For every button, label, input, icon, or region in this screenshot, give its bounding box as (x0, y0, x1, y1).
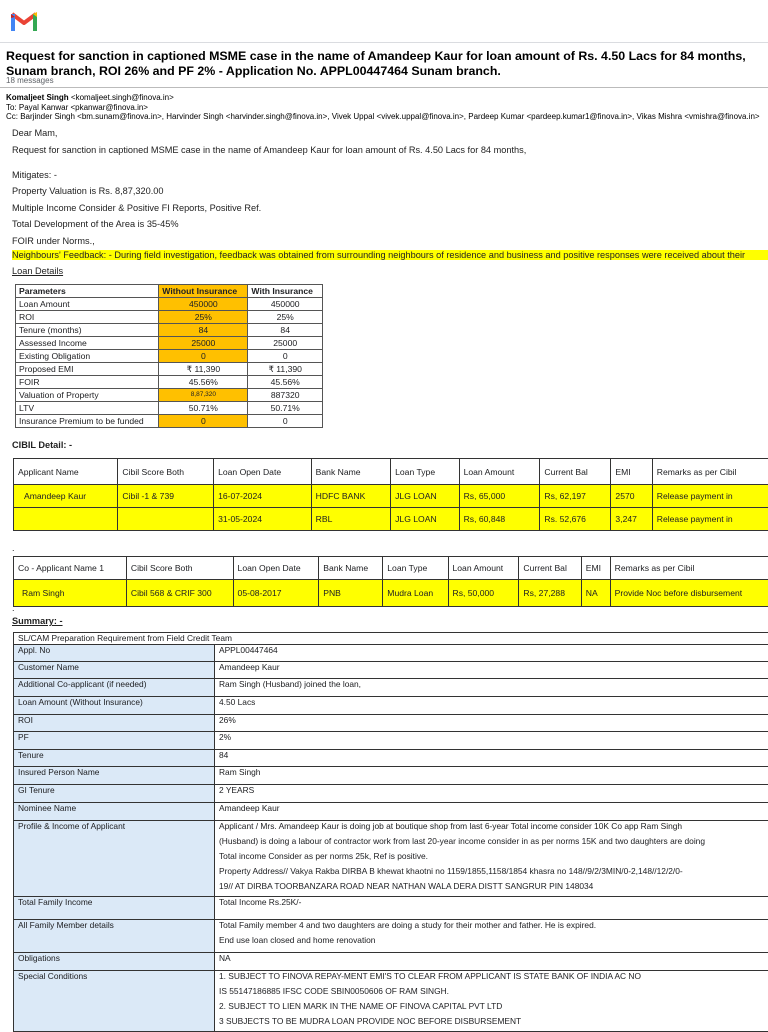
table-row (14, 508, 768, 531)
summary-value (215, 971, 768, 1032)
summary-value-line: 2 YEARS (219, 785, 768, 796)
cell: 84 (159, 324, 248, 337)
cell: Loan Amount (16, 298, 159, 311)
cell: ROI (16, 311, 159, 324)
summary-value (215, 803, 768, 821)
summary-value-line: Applicant / Mrs. Amandeep Kaur is doing job at boutique shop from last 6-year Total income consider 10K Co app Ram Singh (219, 821, 768, 832)
cell: Rs, 27,288 (519, 580, 581, 607)
cell: 25% (159, 311, 248, 324)
summary-row (14, 897, 768, 920)
column-header: Loan Type (383, 557, 448, 580)
mitigate-item: Property Valuation is Rs. 8,87,320.00 (12, 186, 164, 196)
summary-row (14, 920, 768, 953)
summary-value (215, 750, 768, 767)
column-header: Applicant Name (14, 459, 118, 485)
summary-value-line: Ram Singh (219, 767, 768, 778)
cell: 0 (159, 415, 248, 428)
cell: 450000 (248, 298, 323, 311)
cell: Release payment in (652, 508, 768, 531)
summary-title-row (14, 633, 768, 645)
cell: FOIR (16, 376, 159, 389)
summary-label: PF (14, 732, 215, 750)
summary-value (215, 953, 768, 971)
summary-title: SL/CAM Preparation Requirement from Field Credit Team (14, 633, 768, 645)
cell: 05-08-2017 (233, 580, 319, 607)
table-row (16, 324, 323, 337)
table-row (16, 298, 323, 311)
cell: 50.71% (248, 402, 323, 415)
cell: 3,247 (611, 508, 652, 531)
sender-email: <komaljeet.singh@finova.in> (71, 93, 174, 102)
summary-row (14, 679, 768, 697)
summary-value (215, 662, 768, 679)
cell: PNB (319, 580, 383, 607)
cell: Insurance Premium to be funded (16, 415, 159, 428)
mitigate-item: FOIR under Norms., (12, 236, 95, 246)
summary-value (215, 767, 768, 785)
summary-value (215, 821, 768, 897)
summary-row (14, 645, 768, 662)
column-header: With Insurance (248, 285, 323, 298)
column-header: Bank Name (311, 459, 390, 485)
column-header: Parameters (16, 285, 159, 298)
summary-table (13, 632, 768, 1032)
cell: 25000 (248, 337, 323, 350)
cibil-heading: CIBIL Detail: - (12, 440, 72, 450)
summary-label: Customer Name (14, 662, 215, 679)
column-header: Without Insurance (159, 285, 248, 298)
neighbours-feedback: Neighbours' Feedback: - During field investigation, feedback was obtained from surrounding neighbours of residence and business and positive responses were received about their (12, 250, 768, 260)
summary-value-line: 4.50 Lacs (219, 697, 768, 708)
table-row (16, 311, 323, 324)
summary-label: Additional Co-applicant (if needed) (14, 679, 215, 697)
co-applicant-table (13, 556, 768, 607)
table-row (16, 363, 323, 376)
cell: Rs, 65,000 (459, 485, 540, 508)
cell: 50.71% (159, 402, 248, 415)
summary-label: Tenure (14, 750, 215, 767)
summary-value-line: APPL00447464 (219, 645, 768, 656)
summary-row (14, 821, 768, 897)
summary-value-line: Property Address// Vakya Rakba DIRBA B khewat khaotni no 1159/1855,1158/1854 khasra no 148//9/2/3MIN/0-2,148//12/2/0- (219, 866, 768, 877)
cell: ₹ 11,390 (159, 363, 248, 376)
summary-row (14, 767, 768, 785)
summary-row (14, 715, 768, 732)
cell: 887320 (248, 389, 323, 402)
cell: 25% (248, 311, 323, 324)
sender-line (6, 93, 174, 102)
cell: NA (581, 580, 610, 607)
cell: Proposed EMI (16, 363, 159, 376)
mitigates-heading: Mitigates: - (12, 170, 57, 180)
cell: 25000 (159, 337, 248, 350)
column-header: Remarks as per Cibil (610, 557, 768, 580)
summary-value-line: Total Family member 4 and two daughters are doing a study for their mother and father. He is expired. (219, 920, 768, 931)
column-header: Current Bal (519, 557, 581, 580)
summary-value (215, 732, 768, 750)
cell: Amandeep Kaur (14, 485, 118, 508)
table-row (14, 580, 768, 607)
summary-row (14, 662, 768, 679)
separator-dot: . (12, 543, 15, 553)
column-header: Loan Type (391, 459, 459, 485)
cell: Valuation of Property (16, 389, 159, 402)
cell: 0 (248, 415, 323, 428)
summary-label: Profile & Income of Applicant (14, 821, 215, 897)
summary-row (14, 953, 768, 971)
cell: Cibil 568 & CRIF 300 (126, 580, 233, 607)
cell: ₹ 11,390 (248, 363, 323, 376)
summary-value-line: 1. SUBJECT TO FINOVA REPAY-MENT EMI'S TO CLEAR FROM APPLICANT IS STATE BANK OF INDIA AC NO (219, 971, 768, 982)
summary-value (215, 679, 768, 697)
cell (118, 508, 214, 531)
summary-value-line: Total income Consider as per norms 25k, Ref is positive. (219, 851, 768, 862)
table-header-row (14, 557, 768, 580)
summary-value (215, 645, 768, 662)
summary-value-line: End use loan closed and home renovation (219, 935, 768, 946)
column-header: Current Bal (540, 459, 611, 485)
cell: 0 (248, 350, 323, 363)
cell: Mudra Loan (383, 580, 448, 607)
table-header-row (14, 459, 768, 485)
table-row (16, 389, 323, 402)
cell: HDFC BANK (311, 485, 390, 508)
cell (14, 508, 118, 531)
summary-value-line: 19// AT DIRBA TOORBANZARA ROAD NEAR NATHAN WALA DERA DISTT SANGRUR PIN 148034 (219, 881, 768, 892)
summary-label: GI Tenure (14, 785, 215, 803)
summary-label: Nominee Name (14, 803, 215, 821)
cell: Ram Singh (14, 580, 127, 607)
summary-label: All Family Member details (14, 920, 215, 953)
column-header: Loan Amount (459, 459, 540, 485)
column-header: EMI (581, 557, 610, 580)
cell: Rs. 52,676 (540, 508, 611, 531)
summary-value (215, 920, 768, 953)
column-header: Loan Open Date (233, 557, 319, 580)
cell: 450000 (159, 298, 248, 311)
table-row (14, 485, 768, 508)
summary-row (14, 803, 768, 821)
summary-value (215, 697, 768, 715)
summary-value-line: 2. SUBJECT TO LIEN MARK IN THE NAME OF FINOVA CAPITAL PVT LTD (219, 1001, 768, 1012)
cell: Rs, 50,000 (448, 580, 519, 607)
message-count: 18 messages (6, 76, 54, 85)
cell: Cibil -1 & 739 (118, 485, 214, 508)
loan-details-heading: Loan Details (12, 266, 63, 276)
column-header: Cibil Score Both (126, 557, 233, 580)
column-header: Co - Applicant Name 1 (14, 557, 127, 580)
summary-label: Insured Person Name (14, 767, 215, 785)
summary-value-line: 84 (219, 750, 768, 761)
cell: Existing Obligation (16, 350, 159, 363)
summary-label: ROI (14, 715, 215, 732)
cell: RBL (311, 508, 390, 531)
cell: Assessed Income (16, 337, 159, 350)
mitigate-item: Multiple Income Consider & Positive FI Reports, Positive Ref. (12, 203, 261, 213)
divider (0, 87, 768, 88)
cell: JLG LOAN (391, 508, 459, 531)
summary-row (14, 697, 768, 715)
summary-row (14, 971, 768, 1032)
cell: 45.56% (159, 376, 248, 389)
summary-label: Loan Amount (Without Insurance) (14, 697, 215, 715)
table-row (16, 415, 323, 428)
gmail-header-bar (0, 0, 768, 43)
cell: Rs, 60,848 (459, 508, 540, 531)
gmail-logo-icon[interactable] (10, 10, 38, 32)
summary-row (14, 732, 768, 750)
table-row (16, 402, 323, 415)
column-header: Loan Open Date (214, 459, 312, 485)
separator-dot: . (12, 603, 15, 613)
cell: 45.56% (248, 376, 323, 389)
summary-row (14, 750, 768, 767)
summary-value-line: Amandeep Kaur (219, 803, 768, 814)
column-header: Cibil Score Both (118, 459, 214, 485)
email-subject: Request for sanction in captioned MSME case in the name of Amandeep Kaur for loan amount of Rs. 4.50 Lacs for 84 months, Sunam branch, ROI 26% and PF 2% - Application No. APPL00447464 Sunam branch. (6, 49, 766, 79)
cell: JLG LOAN (391, 485, 459, 508)
summary-label: Special Conditions (14, 971, 215, 1032)
cell: 2570 (611, 485, 652, 508)
cell: Release payment in (652, 485, 768, 508)
mitigate-item: Total Development of the Area is 35-45% (12, 219, 179, 229)
column-header: Remarks as per Cibil (652, 459, 768, 485)
intro-text: Request for sanction in captioned MSME case in the name of Amandeep Kaur for loan amount of Rs. 4.50 Lacs for 84 months, (12, 145, 526, 155)
cell: 16-07-2024 (214, 485, 312, 508)
summary-value-line: 2% (219, 732, 768, 743)
cell: 0 (159, 350, 248, 363)
summary-value-line: Amandeep Kaur (219, 662, 768, 673)
cell: Rs, 62,197 (540, 485, 611, 508)
summary-value-line: 26% (219, 715, 768, 726)
summary-value-line: NA (219, 953, 768, 964)
summary-value-line: (Husband) is doing a labour of contractor work from last 20-year income consider in as per norms 15K and two daughters are doing (219, 836, 768, 847)
cell: 84 (248, 324, 323, 337)
cell: 8,87,320 (159, 389, 248, 402)
table-row (16, 350, 323, 363)
summary-heading: Summary: - (12, 616, 63, 626)
greeting: Dear Mam, (12, 128, 57, 138)
to-line: To: Payal Kanwar <pkanwar@finova.in> (6, 103, 148, 112)
summary-label: Total Family Income (14, 897, 215, 920)
summary-value-line: 3 SUBJECTS TO BE MUDRA LOAN PROVIDE NOC BEFORE DISBURSEMENT (219, 1016, 768, 1027)
summary-value-line: Ram Singh (Husband) joined the loan, (219, 679, 768, 690)
summary-value (215, 715, 768, 732)
column-header: Loan Amount (448, 557, 519, 580)
cell: Provide Noc before disbursement (610, 580, 768, 607)
sender-name[interactable]: Komaljeet Singh (6, 93, 69, 102)
column-header: Bank Name (319, 557, 383, 580)
summary-value (215, 785, 768, 803)
summary-row (14, 785, 768, 803)
cell: Tenure (months) (16, 324, 159, 337)
cc-line: Cc: Barjinder Singh <bm.sunam@finova.in>, Harvinder Singh <harvinder.singh@finova.in>, Vivek Uppal <vivek.uppal@finova.in>, Pardeep Kumar <pardeep.kumar1@finova.in>, Vikas Mishra <vmishra@finova.in> (6, 112, 760, 121)
loan-details-table (15, 284, 323, 428)
cell: 31-05-2024 (214, 508, 312, 531)
table-row (16, 376, 323, 389)
summary-value (215, 897, 768, 920)
summary-label: Obligations (14, 953, 215, 971)
summary-label: Appl. No (14, 645, 215, 662)
cibil-table (13, 458, 768, 531)
summary-value-line: IS 55147186885 IFSC CODE SBIN0050606 OF RAM SINGH. (219, 986, 768, 997)
column-header: EMI (611, 459, 652, 485)
cell: LTV (16, 402, 159, 415)
summary-value-line: Total Income Rs.25K/- (219, 897, 768, 908)
table-header-row (16, 285, 323, 298)
table-row (16, 337, 323, 350)
